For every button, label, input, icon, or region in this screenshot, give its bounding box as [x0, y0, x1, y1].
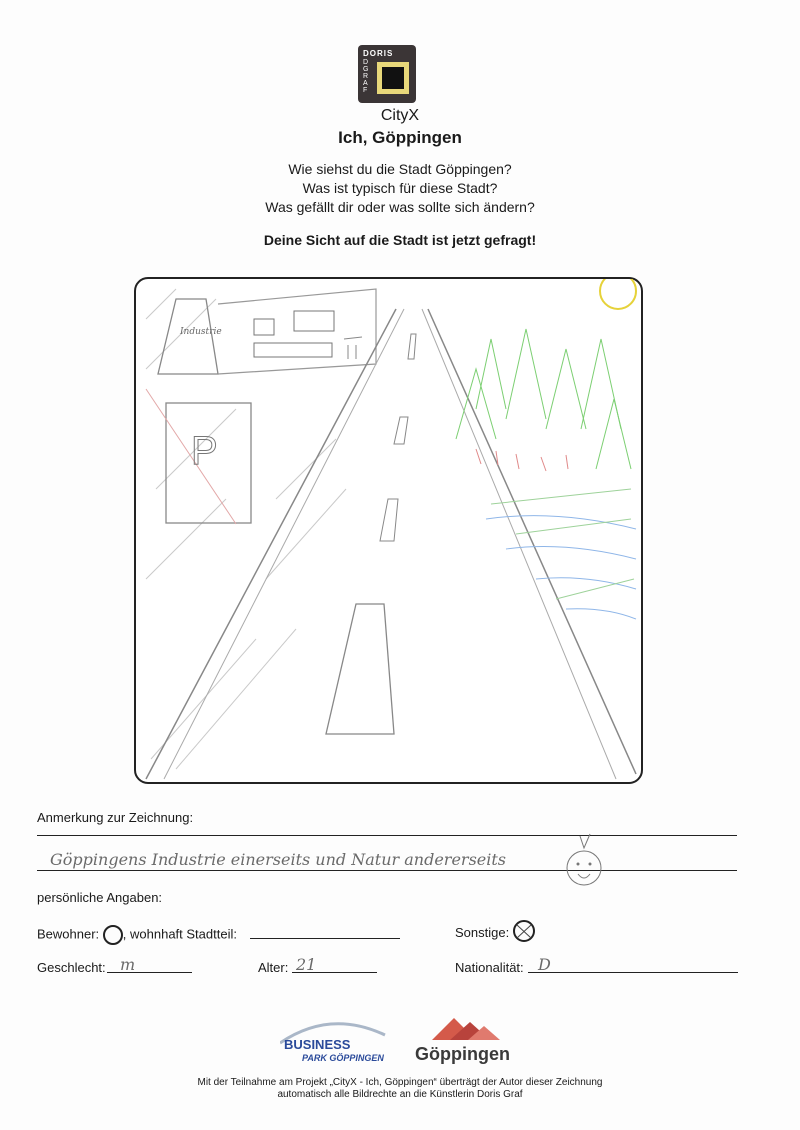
- copyright-notice: Mit der Teilnahme am Projekt „CityX - Ich, Göppingen“ überträgt der Autor dieser Zeichnung automatisch alle Bildrechte an die Künstlerin Doris Graf: [197, 1077, 603, 1100]
- logo-square-icon: [377, 62, 409, 94]
- nationality-field[interactable]: [528, 972, 738, 973]
- question-2: Was ist typisch für diese Stadt?: [302, 180, 498, 196]
- drawing-sketch: [136, 279, 641, 782]
- nationality-label: Nationalität:: [455, 960, 524, 975]
- resident-label: Bewohner:: [37, 926, 100, 942]
- goeppingen-logo: Göppingen: [412, 1018, 522, 1068]
- nationality-value: D: [538, 955, 551, 974]
- call-to-action: Deine Sicht auf die Stadt ist jetzt gefragt!: [263, 232, 537, 248]
- question-3: Was gefällt dir oder was sollte sich ändern?: [265, 199, 535, 215]
- age-field[interactable]: [292, 972, 377, 973]
- district-field[interactable]: [250, 938, 400, 939]
- gender-field[interactable]: [107, 972, 192, 973]
- questions: [0, 160, 800, 217]
- personal-label: persönliche Angaben:: [37, 890, 163, 905]
- gender-value: m: [120, 955, 136, 974]
- question-1: Wie siehst du die Stadt Göppingen?: [288, 161, 512, 177]
- page-title: CityX: [380, 107, 420, 124]
- age-label: Alter:: [258, 960, 289, 975]
- remark-line-1: [37, 835, 737, 836]
- sun: [600, 279, 636, 309]
- resident-field: [37, 925, 237, 945]
- logo-text: DORIS: [363, 49, 394, 58]
- smiley-icon: [562, 826, 606, 895]
- remark-value: Göppingens Industrie einerseits und Natur andererseits: [50, 850, 506, 869]
- logo-vertical-text: D G R A F: [363, 59, 369, 94]
- remark-label: Anmerkung zur Zeichnung:: [37, 810, 194, 825]
- business-park-logo: BUSINESS PARK GÖPPINGEN: [280, 1015, 390, 1065]
- district-label: , wohnhaft Stadtteil:: [122, 926, 237, 942]
- other-label: Sonstige:: [455, 925, 510, 940]
- doris-graf-logo: [358, 45, 416, 103]
- gender-label: Geschlecht:: [37, 960, 106, 975]
- other-checkbox[interactable]: [511, 919, 537, 948]
- industry-label: Industrie: [180, 327, 222, 337]
- remark-line-2: [37, 870, 737, 871]
- parking-letter: P: [191, 429, 218, 473]
- age-value: 21: [296, 955, 317, 974]
- drawing-area: [134, 277, 643, 784]
- resident-checkbox[interactable]: [103, 925, 123, 945]
- page-subtitle: Ich, Göppingen: [338, 128, 462, 147]
